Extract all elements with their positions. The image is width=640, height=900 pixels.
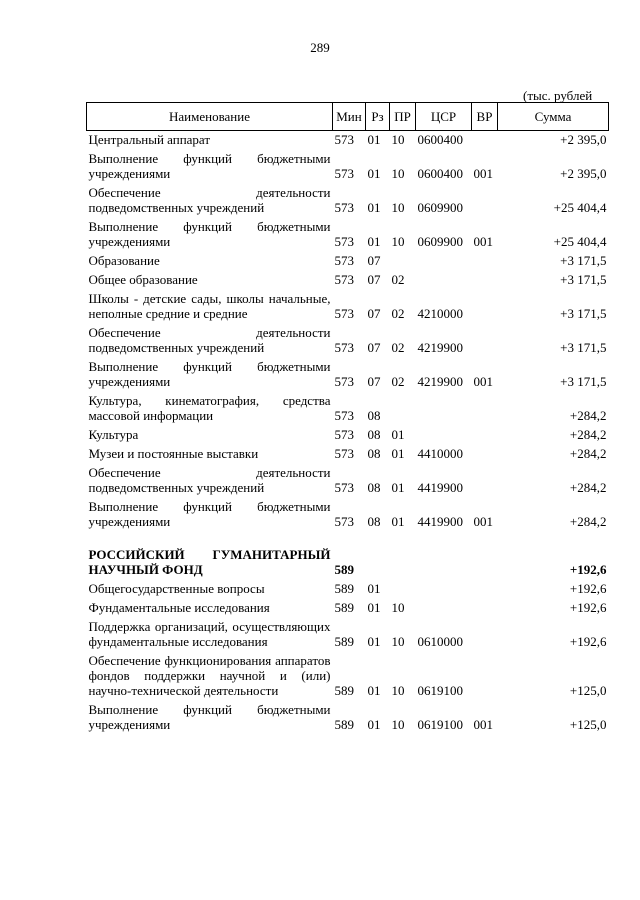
table-row: [87, 271, 609, 290]
row-rz: 07: [367, 306, 381, 321]
table-row: [87, 701, 609, 735]
row-csr: [416, 271, 472, 290]
row-csr: [416, 426, 472, 445]
row-vr: [472, 271, 498, 290]
row-min: 589: [334, 634, 354, 649]
row-sum: +284,2: [569, 480, 607, 495]
row-name: Школы - детские сады, школы начальные, неполные средние и средние: [88, 291, 331, 321]
table-row: [87, 599, 609, 618]
row-vr: 001: [473, 234, 493, 249]
column-header-name: Наименование: [87, 103, 333, 131]
row-pr: 01: [391, 514, 405, 529]
table-row: [87, 464, 609, 498]
row-rz: 01: [367, 634, 381, 649]
row-vr: [472, 464, 498, 498]
row-min: 589: [334, 683, 354, 698]
table-row: [87, 498, 609, 532]
row-rz: 07: [367, 340, 381, 355]
row-min: 573: [334, 253, 354, 268]
row-rz: 07: [367, 374, 381, 389]
row-pr: 01: [391, 480, 405, 495]
row-min: 573: [334, 306, 354, 321]
row-name: Обеспечение деятельности подведомственных учреждений: [88, 325, 331, 355]
row-vr: [472, 546, 498, 580]
row-rz: 07: [367, 272, 381, 287]
table-row: [87, 218, 609, 252]
row-sum: +3 171,5: [560, 340, 607, 355]
row-name: Музеи и постоянные выставки: [88, 446, 259, 461]
row-name: Фундаментальные исследования: [88, 600, 270, 615]
table-row: [87, 618, 609, 652]
row-csr: 4210000: [417, 306, 463, 321]
row-pr: 10: [391, 717, 405, 732]
table-row: [87, 445, 609, 464]
row-pr: 02: [391, 272, 405, 287]
row-csr: [416, 392, 472, 426]
row-rz: 08: [367, 514, 381, 529]
row-vr: [472, 252, 498, 271]
row-min: 573: [334, 408, 354, 423]
row-vr: [472, 324, 498, 358]
row-rz: 01: [367, 581, 381, 596]
row-pr: [390, 392, 416, 426]
row-name: Центральный аппарат: [88, 132, 211, 147]
row-sum: +125,0: [569, 683, 607, 698]
table-row: [87, 324, 609, 358]
row-name: Образование: [88, 253, 160, 268]
row-csr: 0619100: [417, 683, 463, 698]
row-min: 573: [334, 374, 354, 389]
row-rz: 01: [367, 683, 381, 698]
row-vr: [472, 652, 498, 701]
row-rz: 08: [367, 408, 381, 423]
row-csr: 0619100: [417, 717, 463, 732]
row-sum: +192,6: [569, 581, 607, 596]
row-sum: +3 171,5: [560, 374, 607, 389]
spacer-row: [87, 532, 609, 546]
row-min: 573: [334, 132, 354, 147]
table-row: [87, 131, 609, 151]
row-pr: [390, 252, 416, 271]
table-row: [87, 546, 609, 580]
row-sum: +2 395,0: [560, 132, 607, 147]
row-min: 589: [334, 581, 354, 596]
row-csr: 0610000: [417, 634, 463, 649]
row-rz: [366, 546, 390, 580]
row-min: 573: [334, 446, 354, 461]
column-header-rz: Рз: [366, 103, 390, 131]
row-pr: 02: [391, 306, 405, 321]
row-pr: 01: [391, 427, 405, 442]
row-sum: +284,2: [569, 427, 607, 442]
row-pr: 10: [391, 234, 405, 249]
units-note: (тыс. рублей: [523, 88, 593, 103]
row-pr: 10: [391, 200, 405, 215]
row-pr: 10: [391, 683, 405, 698]
row-csr: [416, 252, 472, 271]
row-rz: 01: [367, 132, 381, 147]
row-sum: +25 404,4: [553, 200, 607, 215]
row-vr: [472, 392, 498, 426]
row-name: Культура: [88, 427, 139, 442]
row-csr: [416, 546, 472, 580]
row-sum: +284,2: [569, 514, 607, 529]
row-rz: 01: [367, 717, 381, 732]
row-rz: 01: [367, 200, 381, 215]
row-csr: 4419900: [417, 514, 463, 529]
spacer-cell: [87, 532, 609, 546]
row-sum: +3 171,5: [560, 272, 607, 287]
column-header-pr: ПР: [390, 103, 416, 131]
row-pr: 10: [391, 132, 405, 147]
table-row: [87, 252, 609, 271]
row-vr: [472, 290, 498, 324]
row-csr: 4410000: [417, 446, 463, 461]
row-pr: 10: [391, 166, 405, 181]
row-csr: 0600400: [417, 166, 463, 181]
table-row: [87, 426, 609, 445]
row-csr: 0609900: [417, 234, 463, 249]
table-body: [87, 131, 609, 736]
table-row: [87, 358, 609, 392]
row-name: Выполнение функций бюджетными учреждениями: [88, 219, 331, 249]
row-pr: [390, 580, 416, 599]
row-sum: +284,2: [569, 408, 607, 423]
row-pr: [390, 546, 416, 580]
row-vr: 001: [473, 717, 493, 732]
row-min: 573: [334, 427, 354, 442]
row-pr: 10: [391, 600, 405, 615]
row-name: РОССИЙСКИЙ ГУМАНИТАРНЫЙ НАУЧНЫЙ ФОНД: [88, 547, 331, 577]
table-row: [87, 652, 609, 701]
table-row: [87, 290, 609, 324]
table-row: [87, 184, 609, 218]
row-pr: 02: [391, 374, 405, 389]
row-rz: 08: [367, 446, 381, 461]
row-name: Обеспечение деятельности подведомственных учреждений: [88, 465, 331, 495]
row-rz: 01: [367, 600, 381, 615]
header-row: [87, 103, 609, 131]
row-min: 573: [334, 514, 354, 529]
row-rz: 07: [367, 253, 381, 268]
row-name: Культура, кинематография, средства массовой информации: [88, 393, 331, 423]
row-vr: 001: [473, 166, 493, 181]
row-vr: 001: [473, 514, 493, 529]
row-csr: 4419900: [417, 480, 463, 495]
row-sum: +192,6: [569, 562, 607, 577]
row-sum: +284,2: [569, 446, 607, 461]
column-header-vr: ВР: [472, 103, 498, 131]
table-row: [87, 392, 609, 426]
row-min: 589: [334, 562, 354, 577]
row-csr: 0600400: [417, 132, 463, 147]
table-row: [87, 580, 609, 599]
row-name: Выполнение функций бюджетными учреждениями: [88, 499, 331, 529]
row-min: 573: [334, 200, 354, 215]
table-header: [87, 103, 609, 131]
column-header-min: Мин: [333, 103, 366, 131]
row-vr: [472, 131, 498, 151]
row-vr: [472, 445, 498, 464]
row-vr: [472, 184, 498, 218]
row-min: 573: [334, 234, 354, 249]
row-csr: 4219900: [417, 340, 463, 355]
row-name: Выполнение функций бюджетными учреждениями: [88, 702, 331, 732]
row-rz: 08: [367, 427, 381, 442]
row-vr: 001: [473, 374, 493, 389]
row-name: Выполнение функций бюджетными учреждениями: [88, 151, 331, 181]
row-min: 589: [334, 600, 354, 615]
row-pr: 01: [391, 446, 405, 461]
row-vr: [472, 618, 498, 652]
row-name: Обеспечение деятельности подведомственных учреждений: [88, 185, 331, 215]
row-sum: +3 171,5: [560, 306, 607, 321]
row-sum: +125,0: [569, 717, 607, 732]
row-sum: +3 171,5: [560, 253, 607, 268]
row-min: 573: [334, 480, 354, 495]
row-vr: [472, 599, 498, 618]
row-pr: 10: [391, 634, 405, 649]
row-csr: [416, 599, 472, 618]
row-vr: [472, 426, 498, 445]
row-sum: +2 395,0: [560, 166, 607, 181]
row-pr: 02: [391, 340, 405, 355]
row-min: 589: [334, 717, 354, 732]
row-sum: +25 404,4: [553, 234, 607, 249]
row-sum: +192,6: [569, 634, 607, 649]
table-row: [87, 150, 609, 184]
budget-table: [86, 102, 609, 735]
page-number: 289: [310, 40, 330, 55]
row-sum: +192,6: [569, 600, 607, 615]
row-rz: 01: [367, 234, 381, 249]
column-header-csr: ЦСР: [416, 103, 472, 131]
row-vr: [472, 580, 498, 599]
column-header-sum: Сумма: [498, 103, 609, 131]
row-csr: 4219900: [417, 374, 463, 389]
row-csr: [416, 580, 472, 599]
row-min: 573: [334, 340, 354, 355]
row-name: Общегосударственные вопросы: [88, 581, 265, 596]
row-name: Обеспечение функционирования аппаратов фондов поддержки научной и (или) научно-технической деятельности: [88, 653, 331, 698]
row-min: 573: [334, 166, 354, 181]
row-rz: 08: [367, 480, 381, 495]
row-name: Выполнение функций бюджетными учреждениями: [88, 359, 331, 389]
row-csr: 0609900: [417, 200, 463, 215]
row-name: Общее образование: [88, 272, 198, 287]
row-name: Поддержка организаций, осуществляющих фундаментальные исследования: [88, 619, 331, 649]
row-rz: 01: [367, 166, 381, 181]
row-min: 573: [334, 272, 354, 287]
